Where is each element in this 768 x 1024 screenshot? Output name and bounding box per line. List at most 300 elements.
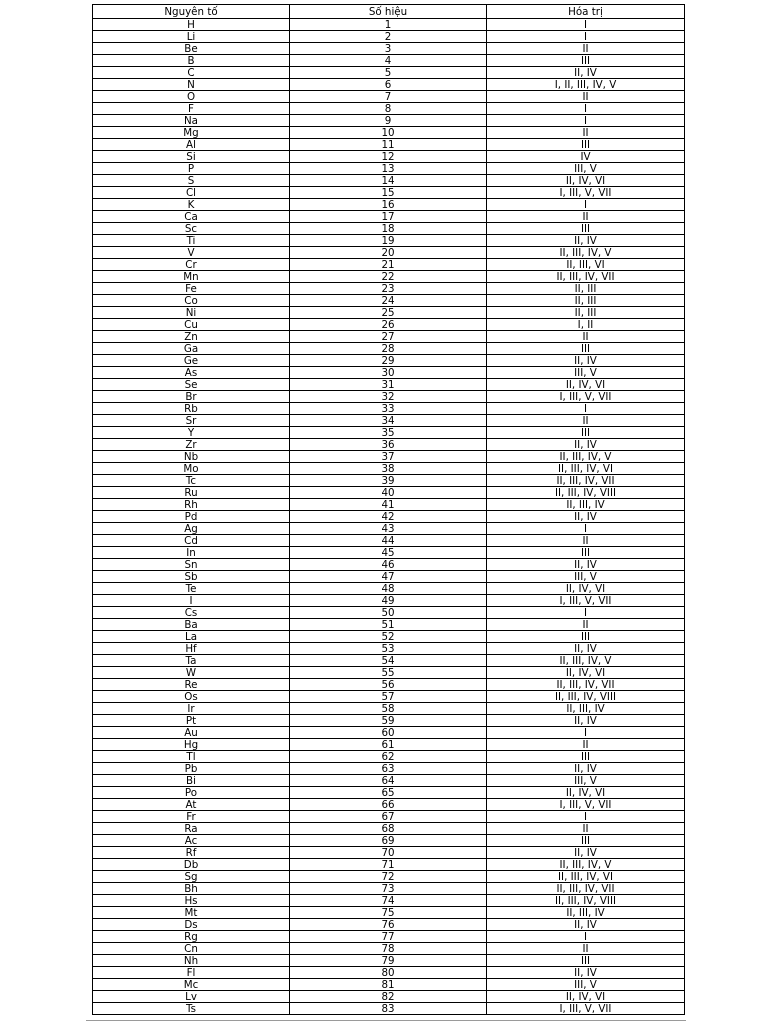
table-row bbox=[93, 799, 685, 811]
table-row bbox=[93, 619, 685, 631]
valence-cell: II, III, IV, V bbox=[487, 451, 685, 463]
atomic-number-cell: 35 bbox=[290, 427, 487, 439]
table-row bbox=[93, 403, 685, 415]
column-header-valence: Hóa trị bbox=[487, 5, 685, 19]
atomic-number-cell: 62 bbox=[290, 751, 487, 763]
valence-cell: II bbox=[487, 91, 685, 103]
table-row bbox=[93, 727, 685, 739]
atomic-number-cell: 21 bbox=[290, 259, 487, 271]
table-row bbox=[93, 715, 685, 727]
table-row bbox=[93, 187, 685, 199]
element-cell: F bbox=[93, 103, 290, 115]
element-cell: Rb bbox=[93, 403, 290, 415]
element-cell: I bbox=[93, 595, 290, 607]
atomic-number-cell: 16 bbox=[290, 199, 487, 211]
atomic-number-cell: 34 bbox=[290, 415, 487, 427]
table-row bbox=[93, 175, 685, 187]
element-cell: Sg bbox=[93, 871, 290, 883]
atomic-number-cell: 41 bbox=[290, 499, 487, 511]
valence-cell: III, V bbox=[487, 979, 685, 991]
valence-cell: I bbox=[487, 727, 685, 739]
atomic-number-cell: 2 bbox=[290, 31, 487, 43]
valence-cell: II, III, IV, VII bbox=[487, 883, 685, 895]
element-cell: Se bbox=[93, 379, 290, 391]
table-row bbox=[93, 43, 685, 55]
table-row bbox=[93, 151, 685, 163]
table-row bbox=[93, 427, 685, 439]
element-cell: N bbox=[93, 79, 290, 91]
valence-cell: II, III bbox=[487, 307, 685, 319]
valence-cell: III bbox=[487, 547, 685, 559]
element-cell: Pd bbox=[93, 511, 290, 523]
element-cell: As bbox=[93, 367, 290, 379]
atomic-number-cell: 51 bbox=[290, 619, 487, 631]
atomic-number-cell: 71 bbox=[290, 859, 487, 871]
table-row bbox=[93, 907, 685, 919]
element-cell: Bh bbox=[93, 883, 290, 895]
table-row bbox=[93, 223, 685, 235]
atomic-number-cell: 3 bbox=[290, 43, 487, 55]
atomic-number-cell: 30 bbox=[290, 367, 487, 379]
element-cell: Hs bbox=[93, 895, 290, 907]
table-row bbox=[93, 355, 685, 367]
table-row bbox=[93, 643, 685, 655]
element-cell: Cu bbox=[93, 319, 290, 331]
table-row bbox=[93, 679, 685, 691]
valence-cell: III, V bbox=[487, 775, 685, 787]
valence-cell: III bbox=[487, 139, 685, 151]
table-row bbox=[93, 67, 685, 79]
atomic-number-cell: 15 bbox=[290, 187, 487, 199]
element-cell: B bbox=[93, 55, 290, 67]
element-cell: Y bbox=[93, 427, 290, 439]
valence-cell: I bbox=[487, 19, 685, 31]
table-row bbox=[93, 991, 685, 1003]
valence-cell: I, III, V, VII bbox=[487, 799, 685, 811]
element-cell: Tc bbox=[93, 475, 290, 487]
atomic-number-cell: 11 bbox=[290, 139, 487, 151]
table-row bbox=[93, 283, 685, 295]
table-row bbox=[93, 199, 685, 211]
atomic-number-cell: 66 bbox=[290, 799, 487, 811]
atomic-number-cell: 39 bbox=[290, 475, 487, 487]
element-cell: O bbox=[93, 91, 290, 103]
valence-cell: II bbox=[487, 415, 685, 427]
valence-cell: III bbox=[487, 427, 685, 439]
valence-cell: I bbox=[487, 31, 685, 43]
valence-cell: II, IV bbox=[487, 763, 685, 775]
valence-cell: III bbox=[487, 751, 685, 763]
element-cell: Lv bbox=[93, 991, 290, 1003]
header-row bbox=[93, 5, 685, 19]
table-row bbox=[93, 931, 685, 943]
atomic-number-cell: 78 bbox=[290, 943, 487, 955]
atomic-number-cell: 60 bbox=[290, 727, 487, 739]
element-cell: Cr bbox=[93, 259, 290, 271]
atomic-number-cell: 58 bbox=[290, 703, 487, 715]
table-row bbox=[93, 523, 685, 535]
valence-cell: III bbox=[487, 223, 685, 235]
valence-cell: II bbox=[487, 211, 685, 223]
valence-cell: I, III, V, VII bbox=[487, 187, 685, 199]
table-row bbox=[93, 91, 685, 103]
element-cell: S bbox=[93, 175, 290, 187]
atomic-number-cell: 8 bbox=[290, 103, 487, 115]
valence-cell: II bbox=[487, 823, 685, 835]
element-cell: Db bbox=[93, 859, 290, 871]
atomic-number-cell: 23 bbox=[290, 283, 487, 295]
valence-cell: III bbox=[487, 631, 685, 643]
atomic-number-cell: 83 bbox=[290, 1003, 487, 1015]
atomic-number-cell: 14 bbox=[290, 175, 487, 187]
valence-cell: II bbox=[487, 535, 685, 547]
element-cell: Po bbox=[93, 787, 290, 799]
table-row bbox=[93, 535, 685, 547]
atomic-number-cell: 40 bbox=[290, 487, 487, 499]
table-row bbox=[93, 259, 685, 271]
column-header-atomic-number: Số hiệu bbox=[290, 5, 487, 19]
element-cell: Cl bbox=[93, 187, 290, 199]
table-row bbox=[93, 271, 685, 283]
table-row bbox=[93, 739, 685, 751]
element-cell: Ta bbox=[93, 655, 290, 667]
valence-cell: II bbox=[487, 43, 685, 55]
valence-cell: IV bbox=[487, 151, 685, 163]
atomic-number-cell: 26 bbox=[290, 319, 487, 331]
table-row bbox=[93, 691, 685, 703]
valence-cell: I bbox=[487, 931, 685, 943]
atomic-number-cell: 67 bbox=[290, 811, 487, 823]
element-cell: Os bbox=[93, 691, 290, 703]
element-cell: Fe bbox=[93, 283, 290, 295]
atomic-number-cell: 29 bbox=[290, 355, 487, 367]
table-row bbox=[93, 847, 685, 859]
valence-cell: III bbox=[487, 835, 685, 847]
table-row bbox=[93, 955, 685, 967]
element-cell: Ag bbox=[93, 523, 290, 535]
atomic-number-cell: 31 bbox=[290, 379, 487, 391]
element-cell: Hg bbox=[93, 739, 290, 751]
table-row bbox=[93, 391, 685, 403]
atomic-number-cell: 46 bbox=[290, 559, 487, 571]
table-row bbox=[93, 559, 685, 571]
valence-cell: III bbox=[487, 955, 685, 967]
table-row bbox=[93, 811, 685, 823]
atomic-number-cell: 1 bbox=[290, 19, 487, 31]
table-row bbox=[93, 439, 685, 451]
table-row bbox=[93, 787, 685, 799]
valence-cell: II, IV, VI bbox=[487, 379, 685, 391]
valence-cell: I bbox=[487, 523, 685, 535]
element-cell: La bbox=[93, 631, 290, 643]
table-row bbox=[93, 595, 685, 607]
element-cell: Cs bbox=[93, 607, 290, 619]
table-row bbox=[93, 79, 685, 91]
element-cell: K bbox=[93, 199, 290, 211]
valence-cell: III, V bbox=[487, 163, 685, 175]
atomic-number-cell: 42 bbox=[290, 511, 487, 523]
valence-cell: I, III, V, VII bbox=[487, 391, 685, 403]
element-cell: Al bbox=[93, 139, 290, 151]
element-cell: Nb bbox=[93, 451, 290, 463]
element-cell: P bbox=[93, 163, 290, 175]
atomic-number-cell: 43 bbox=[290, 523, 487, 535]
element-cell: Sn bbox=[93, 559, 290, 571]
atomic-number-cell: 36 bbox=[290, 439, 487, 451]
valence-cell: II, III, IV, VIII bbox=[487, 691, 685, 703]
valence-cell: II, IV bbox=[487, 439, 685, 451]
table-row bbox=[93, 307, 685, 319]
table-body bbox=[93, 19, 685, 1015]
atomic-number-cell: 64 bbox=[290, 775, 487, 787]
valence-cell: I bbox=[487, 607, 685, 619]
valence-cell: II, IV bbox=[487, 967, 685, 979]
atomic-number-cell: 6 bbox=[290, 79, 487, 91]
element-cell: At bbox=[93, 799, 290, 811]
element-cell: Ca bbox=[93, 211, 290, 223]
table-row bbox=[93, 463, 685, 475]
atomic-number-cell: 70 bbox=[290, 847, 487, 859]
table-row bbox=[93, 55, 685, 67]
atomic-number-cell: 37 bbox=[290, 451, 487, 463]
element-cell: Co bbox=[93, 295, 290, 307]
valence-cell: II, IV bbox=[487, 235, 685, 247]
table-row bbox=[93, 895, 685, 907]
valence-cell: II bbox=[487, 127, 685, 139]
atomic-number-cell: 32 bbox=[290, 391, 487, 403]
atomic-number-cell: 75 bbox=[290, 907, 487, 919]
element-cell: Br bbox=[93, 391, 290, 403]
valence-cell: II bbox=[487, 739, 685, 751]
table-row bbox=[93, 511, 685, 523]
valence-cell: II, III, IV, V bbox=[487, 655, 685, 667]
element-cell: Zr bbox=[93, 439, 290, 451]
valence-cell: II, IV, VI bbox=[487, 991, 685, 1003]
atomic-number-cell: 22 bbox=[290, 271, 487, 283]
element-cell: In bbox=[93, 547, 290, 559]
valence-cell: II, IV bbox=[487, 919, 685, 931]
table-row bbox=[93, 127, 685, 139]
valence-cell: II, IV, VI bbox=[487, 667, 685, 679]
atomic-number-cell: 5 bbox=[290, 67, 487, 79]
atomic-number-cell: 53 bbox=[290, 643, 487, 655]
atomic-number-cell: 24 bbox=[290, 295, 487, 307]
valence-cell: I bbox=[487, 115, 685, 127]
atomic-number-cell: 65 bbox=[290, 787, 487, 799]
valence-cell: II, III, VI bbox=[487, 259, 685, 271]
table-row bbox=[93, 295, 685, 307]
valence-cell: II, III, IV, VII bbox=[487, 271, 685, 283]
atomic-number-cell: 77 bbox=[290, 931, 487, 943]
valence-cell: II bbox=[487, 619, 685, 631]
valence-cell: II, III, IV, VI bbox=[487, 871, 685, 883]
element-cell: Pb bbox=[93, 763, 290, 775]
table-row bbox=[93, 139, 685, 151]
table-row bbox=[93, 607, 685, 619]
column-header-element: Nguyên tố bbox=[93, 5, 290, 19]
atomic-number-cell: 68 bbox=[290, 823, 487, 835]
element-cell: Mo bbox=[93, 463, 290, 475]
element-cell: Pt bbox=[93, 715, 290, 727]
element-cell: Ge bbox=[93, 355, 290, 367]
valence-cell: II, III, IV, V bbox=[487, 859, 685, 871]
element-cell: Ts bbox=[93, 1003, 290, 1015]
table-row bbox=[93, 343, 685, 355]
table-row bbox=[93, 583, 685, 595]
atomic-number-cell: 9 bbox=[290, 115, 487, 127]
element-cell: Fl bbox=[93, 967, 290, 979]
valence-cell: II bbox=[487, 943, 685, 955]
element-cell: Li bbox=[93, 31, 290, 43]
table-row bbox=[93, 775, 685, 787]
atomic-number-cell: 52 bbox=[290, 631, 487, 643]
valence-cell: III bbox=[487, 343, 685, 355]
element-cell: Rh bbox=[93, 499, 290, 511]
valence-cell: I, III, V, VII bbox=[487, 595, 685, 607]
element-cell: Au bbox=[93, 727, 290, 739]
atomic-number-cell: 25 bbox=[290, 307, 487, 319]
element-cell: Ds bbox=[93, 919, 290, 931]
valence-cell: II, IV bbox=[487, 511, 685, 523]
table-row bbox=[93, 823, 685, 835]
table-row bbox=[93, 655, 685, 667]
valence-cell: II, III, IV bbox=[487, 499, 685, 511]
valence-cell: II, III, IV bbox=[487, 907, 685, 919]
atomic-number-cell: 73 bbox=[290, 883, 487, 895]
table-row bbox=[93, 883, 685, 895]
table-row bbox=[93, 475, 685, 487]
valence-cell: II, III, IV, VII bbox=[487, 679, 685, 691]
table-row bbox=[93, 319, 685, 331]
valence-cell: III, V bbox=[487, 367, 685, 379]
atomic-number-cell: 33 bbox=[290, 403, 487, 415]
valence-cell: II, IV bbox=[487, 67, 685, 79]
element-cell: Ir bbox=[93, 703, 290, 715]
element-cell: Si bbox=[93, 151, 290, 163]
element-cell: Ti bbox=[93, 235, 290, 247]
valence-table bbox=[92, 4, 685, 1015]
atomic-number-cell: 56 bbox=[290, 679, 487, 691]
table-row bbox=[93, 835, 685, 847]
element-cell: Be bbox=[93, 43, 290, 55]
element-cell: Ni bbox=[93, 307, 290, 319]
table-row bbox=[93, 979, 685, 991]
atomic-number-cell: 59 bbox=[290, 715, 487, 727]
atomic-number-cell: 48 bbox=[290, 583, 487, 595]
atomic-number-cell: 81 bbox=[290, 979, 487, 991]
valence-cell: II, III bbox=[487, 283, 685, 295]
valence-cell: II, III, IV, VI bbox=[487, 463, 685, 475]
element-cell: Sb bbox=[93, 571, 290, 583]
atomic-number-cell: 49 bbox=[290, 595, 487, 607]
table-row bbox=[93, 631, 685, 643]
atomic-number-cell: 72 bbox=[290, 871, 487, 883]
valence-cell: II, III, IV, V bbox=[487, 247, 685, 259]
valence-cell: II, IV bbox=[487, 559, 685, 571]
table-row bbox=[93, 871, 685, 883]
atomic-number-cell: 80 bbox=[290, 967, 487, 979]
atomic-number-cell: 57 bbox=[290, 691, 487, 703]
atomic-number-cell: 45 bbox=[290, 547, 487, 559]
table-row bbox=[93, 115, 685, 127]
element-cell: Cd bbox=[93, 535, 290, 547]
valence-table-page bbox=[92, 4, 684, 1015]
atomic-number-cell: 54 bbox=[290, 655, 487, 667]
atomic-number-cell: 63 bbox=[290, 763, 487, 775]
element-cell: Mn bbox=[93, 271, 290, 283]
atomic-number-cell: 13 bbox=[290, 163, 487, 175]
table-row bbox=[93, 967, 685, 979]
valence-cell: III, V bbox=[487, 571, 685, 583]
page-bottom-rule bbox=[86, 1020, 686, 1021]
table-row bbox=[93, 943, 685, 955]
table-row bbox=[93, 487, 685, 499]
element-cell: Re bbox=[93, 679, 290, 691]
valence-cell: II, IV, VI bbox=[487, 583, 685, 595]
element-cell: V bbox=[93, 247, 290, 259]
element-cell: Fr bbox=[93, 811, 290, 823]
valence-cell: I, II bbox=[487, 319, 685, 331]
atomic-number-cell: 27 bbox=[290, 331, 487, 343]
element-cell: Bi bbox=[93, 775, 290, 787]
element-cell: Sr bbox=[93, 415, 290, 427]
element-cell: Te bbox=[93, 583, 290, 595]
valence-cell: III bbox=[487, 55, 685, 67]
atomic-number-cell: 38 bbox=[290, 463, 487, 475]
table-row bbox=[93, 667, 685, 679]
valence-cell: I bbox=[487, 403, 685, 415]
valence-cell: II, IV, VI bbox=[487, 175, 685, 187]
table-row bbox=[93, 247, 685, 259]
table-row bbox=[93, 703, 685, 715]
table-row bbox=[93, 163, 685, 175]
table-row bbox=[93, 235, 685, 247]
table-row bbox=[93, 31, 685, 43]
valence-cell: II, IV bbox=[487, 355, 685, 367]
table-row bbox=[93, 751, 685, 763]
atomic-number-cell: 7 bbox=[290, 91, 487, 103]
table-row bbox=[93, 547, 685, 559]
valence-cell: II, III, IV bbox=[487, 703, 685, 715]
element-cell: Mc bbox=[93, 979, 290, 991]
atomic-number-cell: 20 bbox=[290, 247, 487, 259]
atomic-number-cell: 47 bbox=[290, 571, 487, 583]
atomic-number-cell: 44 bbox=[290, 535, 487, 547]
table-row bbox=[93, 1003, 685, 1015]
table-header bbox=[93, 5, 685, 19]
atomic-number-cell: 10 bbox=[290, 127, 487, 139]
table-row bbox=[93, 859, 685, 871]
atomic-number-cell: 19 bbox=[290, 235, 487, 247]
atomic-number-cell: 28 bbox=[290, 343, 487, 355]
table-row bbox=[93, 919, 685, 931]
atomic-number-cell: 61 bbox=[290, 739, 487, 751]
table-row bbox=[93, 331, 685, 343]
element-cell: W bbox=[93, 667, 290, 679]
element-cell: Mt bbox=[93, 907, 290, 919]
valence-cell: I, III, V, VII bbox=[487, 1003, 685, 1015]
table-row bbox=[93, 415, 685, 427]
element-cell: Ga bbox=[93, 343, 290, 355]
valence-cell: II, IV bbox=[487, 643, 685, 655]
element-cell: Rf bbox=[93, 847, 290, 859]
table-row bbox=[93, 499, 685, 511]
table-row bbox=[93, 451, 685, 463]
valence-cell: II, IV bbox=[487, 715, 685, 727]
element-cell: Na bbox=[93, 115, 290, 127]
valence-cell: I bbox=[487, 811, 685, 823]
atomic-number-cell: 76 bbox=[290, 919, 487, 931]
